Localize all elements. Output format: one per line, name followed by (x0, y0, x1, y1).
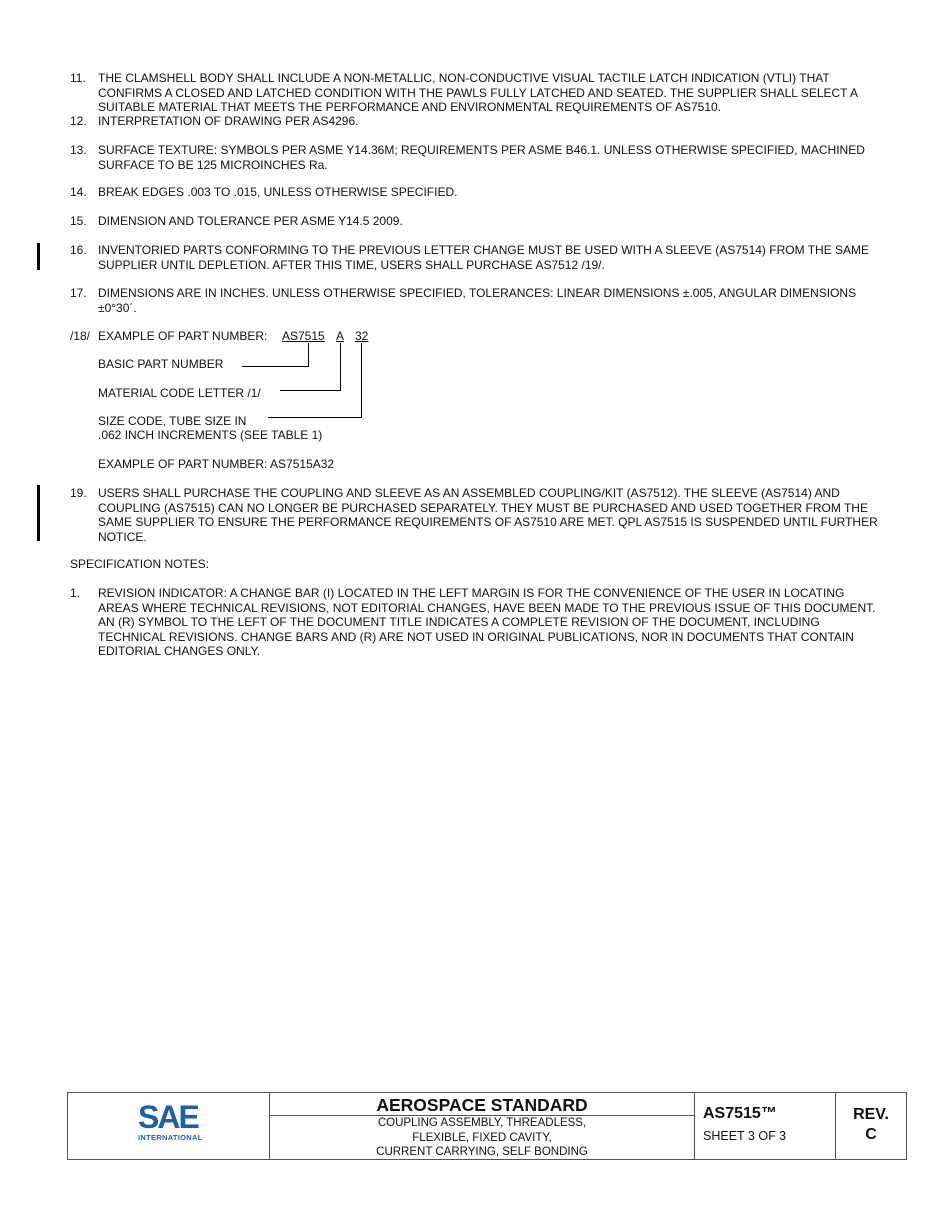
doc-desc-line: COUPLING ASSEMBLY, THREADLESS, (377, 1117, 587, 1129)
change-bar (37, 485, 40, 541)
sae-logo-icon (138, 1101, 202, 1131)
revision-cell (836, 1093, 906, 1159)
size-code: 32 (355, 329, 369, 343)
note-11 (70, 71, 880, 115)
note-12 (70, 114, 880, 129)
revision-label: REV. (853, 1106, 889, 1123)
sheet-number: SHEET 3 OF 3 (703, 1129, 787, 1143)
doc-desc-line: FLEXIBLE, FIXED CAVITY, (412, 1131, 552, 1144)
material-code-label: MATERIAL CODE LETTER /1/ (98, 386, 261, 400)
note-text: REVISION INDICATOR: A CHANGE BAR (I) LOCATED IN THE LEFT MARGIN IS FOR THE CONVENIENCE OF THE USER IN LOCATING AREAS WHERE TECHNICAL REVISIONS, NOT EDITORIAL CHANGES, HAVE BEEN MADE TO THE PREVIOUS ISSUE OF THIS DOCUMENT. AN (R) SYMBOL TO THE LEFT OF THE DOCUMENT TITLE INDICATES A COMPLETE REVISION OF THE DOCUMENT, INCLUDING TECHNICAL REVISIONS. CHANGE BARS AND (R) ARE NOT USED IN ORIGINAL PUBLICATIONS, NOR IN DOCUMENTS THAT CONTAIN EDITORIAL CHANGES ONLY. (98, 586, 876, 658)
note-text: SURFACE TEXTURE: SYMBOLS PER ASME Y14.36M; REQUIREMENTS PER ASME B46.1. UNLESS OTHERWISE SPECIFIED, MACHINED SURFACE TO BE 125 MICROINCHES Ra. (98, 143, 865, 172)
note-number: 13. (70, 143, 87, 157)
doc-category: AEROSPACE STANDARD (270, 1093, 694, 1116)
size-code-label: SIZE CODE, TUBE SIZE IN (98, 414, 247, 428)
title-block (67, 1092, 907, 1160)
logo-text: SAE (138, 1101, 198, 1131)
note-text: USERS SHALL PURCHASE THE COUPLING AND SLEEVE AS AN ASSEMBLED COUPLING/KIT (AS7512). THE SLEEVE (AS7514) AND COUPLING (AS7515) CAN NO LONGER BE PURCHASED SEPARATELY. THEY MUST BE PURCHASED AND USED TOGETHER FROM THE SAME SUPPLIER TO ENSURE THE PERFORMANCE REQUIREMENTS OF AS7510 ARE MET. QPL AS7515 IS SUSPENDED UNTIL FURTHER NOTICE. (98, 486, 878, 544)
leader-line (361, 343, 362, 418)
base-part-code: AS7515 (282, 329, 325, 343)
note-text: BREAK EDGES .003 TO .015, UNLESS OTHERWISE SPECIFIED. (98, 185, 458, 199)
note-text: DIMENSIONS ARE IN INCHES. UNLESS OTHERWISE SPECIFIED, TOLERANCES: LINEAR DIMENSIONS ±.005, ANGULAR DIMENSIONS ±0°30´. (98, 286, 857, 315)
note-number: /18/ (70, 329, 91, 343)
size-code-label-cont: .062 INCH INCREMENTS (SEE TABLE 1) (98, 428, 323, 442)
doc-description (270, 1116, 694, 1160)
leader-line (268, 417, 362, 418)
note-16 (70, 243, 880, 272)
note-number: 15. (70, 214, 87, 228)
note-17 (70, 286, 880, 315)
doc-number: AS7515™ (703, 1105, 777, 1122)
logo-subtitle: INTERNATIONAL (138, 1133, 203, 1142)
basic-part-label: BASIC PART NUMBER (98, 357, 224, 371)
revision-value: C (865, 1126, 877, 1143)
note-text: DIMENSION AND TOLERANCE PER ASME Y14.5 2009. (98, 214, 403, 228)
note-number: 19. (70, 486, 87, 500)
note-text: INVENTORIED PARTS CONFORMING TO THE PREVIOUS LETTER CHANGE MUST BE USED WITH A SLEEVE (AS7514) FROM THE SAME SUPPLIER UNTIL DEPLETION. AFTER THIS TIME, USERS SHALL PURCHASE AS7512 /19/. (98, 243, 870, 272)
leader-line (308, 343, 309, 367)
note-number: 16. (70, 243, 87, 257)
spec-note-1 (70, 586, 880, 659)
title-cell (270, 1093, 695, 1159)
leader-line (280, 390, 341, 391)
note-number: 12. (70, 114, 87, 128)
note-13 (70, 143, 880, 172)
note-19 (70, 486, 880, 544)
note-text: THE CLAMSHELL BODY SHALL INCLUDE A NON-METALLIC, NON-CONDUCTIVE VISUAL TACTILE LATCH INDICATION (VTLI) THAT CONFIRMS A CLOSED AND LATCHED CONDITION WITH THE PAWLS FULLY LATCHED AND SEATED. THE SUPPLIER SHALL SELECT A SUITABLE MATERIAL THAT MEETS THE PERFORMANCE AND ENVIRONMENTAL REQUIREMENTS OF AS7510. (98, 71, 858, 114)
note-14 (70, 185, 880, 200)
note-text: INTERPRETATION OF DRAWING PER AS4296. (98, 114, 359, 128)
material-code: A (336, 329, 345, 343)
note-number: 17. (70, 286, 87, 300)
change-bar (37, 243, 40, 270)
note-number: 11. (70, 71, 86, 85)
leader-line (340, 343, 341, 391)
spec-notes-heading: SPECIFICATION NOTES: (70, 557, 210, 571)
example-full: EXAMPLE OF PART NUMBER: AS7515A32 (98, 457, 335, 471)
leader-line (242, 366, 309, 367)
doc-number-cell (695, 1093, 836, 1159)
example-lead: EXAMPLE OF PART NUMBER: (98, 329, 268, 343)
note-number: 14. (70, 185, 87, 199)
note-number: 1. (70, 586, 81, 600)
doc-desc-line: CURRENT CARRYING, SELF BONDING (376, 1146, 588, 1158)
logo-cell (68, 1093, 270, 1159)
note-15 (70, 214, 880, 229)
